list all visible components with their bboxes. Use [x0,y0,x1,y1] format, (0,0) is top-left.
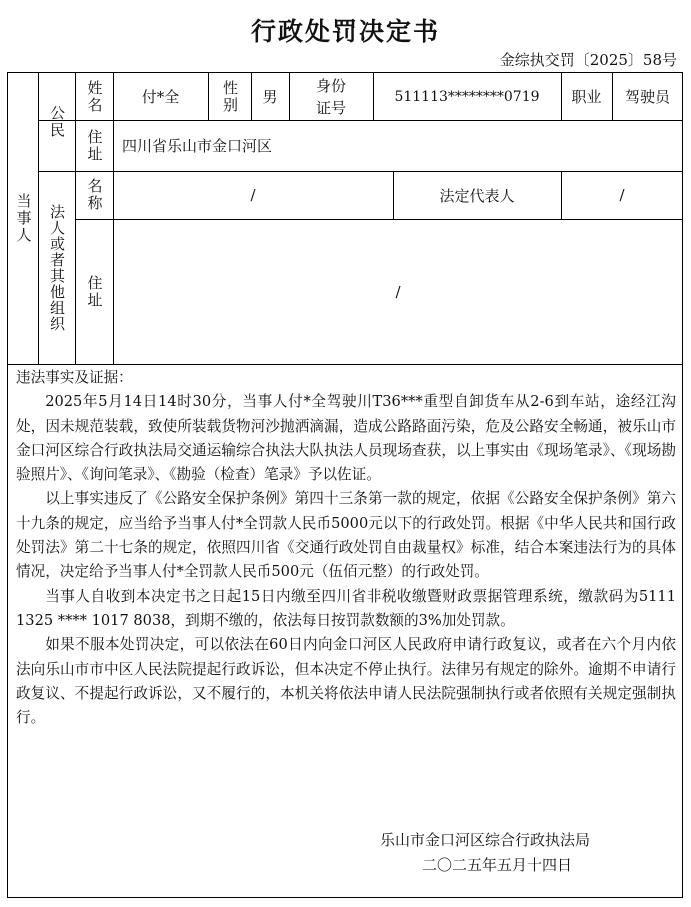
organization-label: 法人或者其他组织 [48,203,66,332]
payment-paragraph: 当事人自收到本决定书之日起15日内缴至四川省非税收缴暨财政票据管理系统，缴款码为5111 1325 **** 1017 8038，到期不缴的，依法每日按罚款数额的3%加处罚款。 [16,587,676,629]
name-label: 姓名 [85,79,104,114]
decision-form [7,72,683,898]
party-label: 当事人 [14,193,33,244]
id-number-label: 身份证号 [315,76,346,117]
org-address-value: / [395,282,401,301]
name-value: 付*全 [141,88,180,106]
org-name-label: 名称 [85,178,104,212]
occupation-value: 驾驶员 [624,88,670,106]
org-name-value: / [250,186,256,204]
org-address-label: 住址 [85,274,104,309]
citizen-label: 公民 [48,105,66,139]
violation-paragraph: 以上事实违反了《公路安全保护条例》第四十三条第一款的规定，依据《公路安全保护条例》第六十九条的规定，应当给予当事人付*全罚款人民币5000元以下的行政处罚。根据《中华人民共和国行政处罚法》第二十七条的规定，依照四川省《交通行政处罚自由裁量权》标准，结合本案违法行为的具体情况，决定给予当事人付*全罚款人民币500元（伍佰元整）的行政处罚。 [16,490,676,581]
id-number-value: 511113********0719 [394,88,540,105]
gender-label: 性别 [221,79,239,114]
document-title: 行政处罚决定书 [250,17,440,46]
gender-value: 男 [262,88,278,106]
issue-date: 二〇二五年五月十四日 [422,856,573,874]
address-value: 四川省乐山市金口河区 [122,137,273,155]
appeal-paragraph: 如果不服本处罚决定，可以依法在60日内向金口河区人民政府申请行政复议，或者在六个月内依法向乐山市市中区人民法院提起行政诉讼，但本决定不停止执行。法律另有规定的除外。逾期不申请行政复议、不提起行政诉讼，又不履行的，本机关将依法申请人民法院强制执行或者依照有关规定强制执行。 [16,636,676,727]
facts-section [16,366,676,730]
facts-paragraph: 2025年5月14日14时30分，当事人付*全驾驶川T36***重型自卸货车从2-6到车站，途经江沟处，因未规范装载，致使所装载货物河沙抛洒滴漏，造成公路路面污染，危及公路安全畅通，被乐山市金口河区综合行政执法局交通运输综合执法大队执法人员现场查获，以上事实由《现场笔录》、《现场勘验照片》、《询问笔录》、《勘验（检查）笔录》予以佐证。 [16,393,676,484]
issuing-agency: 乐山市金口河区综合行政执法局 [380,831,591,849]
legal-representative-value: / [619,186,625,204]
occupation-label: 职业 [571,88,602,106]
legal-representative-label: 法定代表人 [439,186,515,205]
address-label: 住址 [85,128,104,163]
facts-heading: 违法事实及证据： [16,369,133,386]
document-number: 金综执交罚〔2025〕58号 [499,51,677,69]
